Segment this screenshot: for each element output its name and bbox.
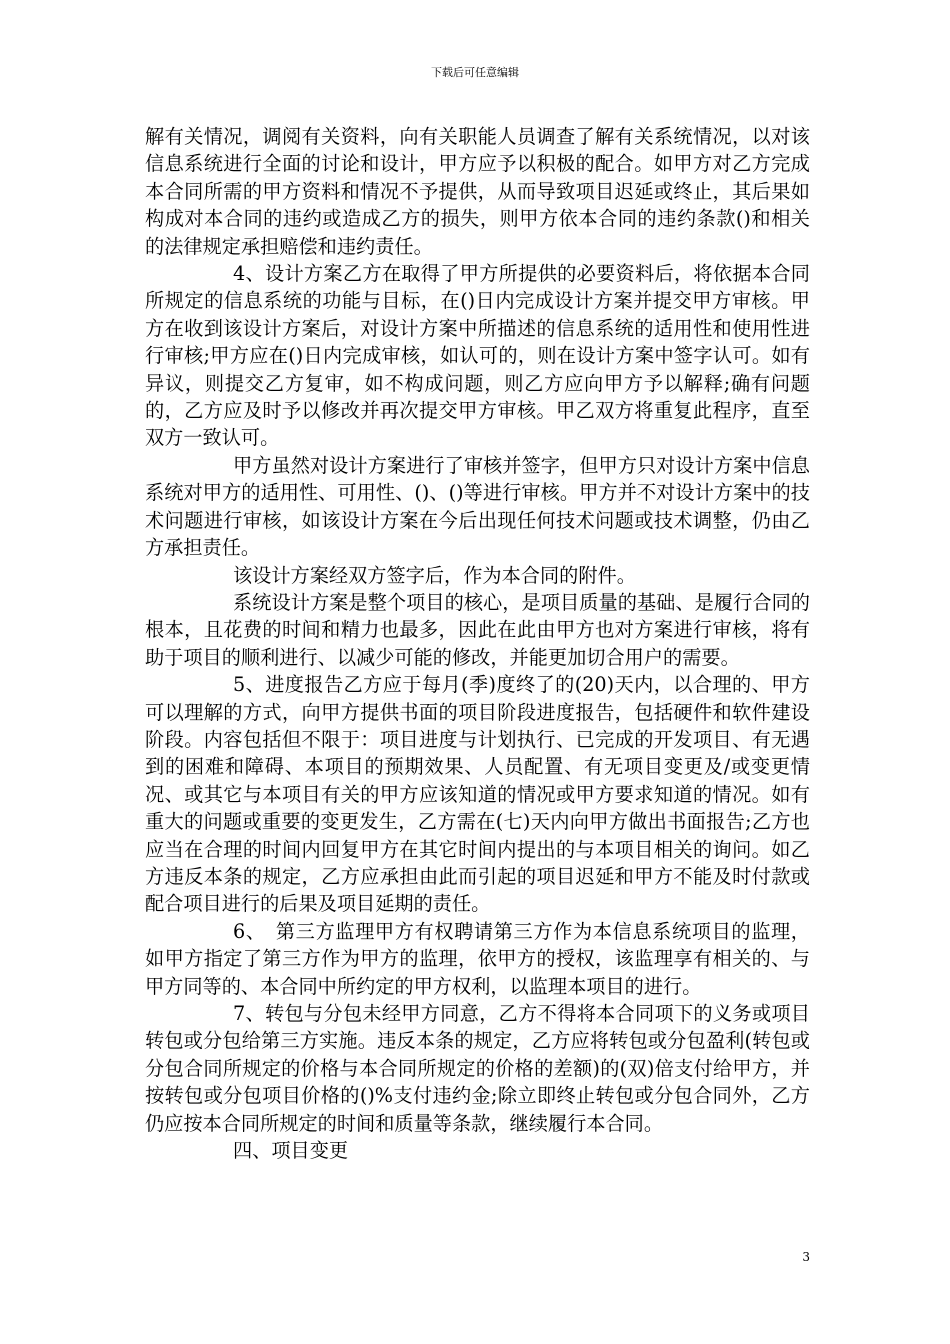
page-header: 下载后可任意编辑 [431,66,519,79]
paragraph-third-party-supervision: 6、 第三方监理甲方有权聘请第三方作为本信息系统项目的监理，如甲方指定了第三方作为甲方的监理，依甲方的授权，该监理享有相关的、与甲方同等的、本合同中所约定的甲方权利，以监理本项目的进行。 [145,919,810,998]
paragraph-design-core: 系统设计方案是整个项目的核心，是项目质量的基础、是履行合同的根本，且花费的时间和精力也最多，因此在此由甲方也对方案进行审核，将有助于项目的顺利进行、以减少可能的修改，并能更加切合用户的需要。 [145,590,810,669]
paragraph-review-scope: 甲方虽然对设计方案进行了审核并签字，但甲方只对设计方案中信息系统对甲方的适用性、可用性、()、()等进行审核。甲方并不对设计方案中的技术问题进行审核，如该设计方案在今后出现任何技术问题或技术调整，仍由乙方承担责任。 [145,453,810,560]
paragraph-design-plan: 4、设计方案乙方在取得了甲方所提供的必要资料后，将依据本合同所规定的信息系统的功能与目标，在()日内完成设计方案并提交甲方审核。甲方在收到该设计方案后，对设计方案中所描述的信息系统的适用性和使用性进行审核;甲方应在()日内完成审核，如认可的，则在设计方案中签字认可。如有异议，则提交乙方复审，如不构成问题，则乙方应向甲方予以解释;确有问题的，乙方应及时予以修改并再次提交甲方审核。甲乙双方将重复此程序，直至双方一致认可。 [145,262,810,450]
page-number: 3 [802,1250,810,1264]
paragraph-subcontracting: 7、转包与分包未经甲方同意，乙方不得将本合同项下的义务或项目转包或分包给第三方实施。违反本条的规定，乙方应将转包或分包盈利(转包或分包合同所规定的价格与本合同所规定的价格的差额)的(双)倍支付给甲方，并按转包或分包项目价格的()%支付违约金;除立即终止转包或分包合同外，乙方仍应按本合同所规定的时间和质量等条款，继续履行本合同。 [145,1002,810,1135]
document-body [145,123,810,1164]
paragraph-progress-report: 5、进度报告乙方应于每月(季)度终了的(20)天内，以合理的、甲方可以理解的方式，向甲方提供书面的项目阶段进度报告，包括硬件和软件建设阶段。内容包括但不限于：项目进度与计划执行、已完成的开发项目、有无遇到的困难和障碍、本项目的预期效果、人员配置、有无项目变更及/或变更情况、或其它与本项目有关的甲方应该知道的情况或甲方要求知道的情况。如有重大的问题或重要的变更发生，乙方需在(七)天内向甲方做出书面报告;乙方也应当在合理的时间内回复甲方在其它时间内提出的与本项目相关的询问。如乙方违反本条的规定，乙方应承担由此而引起的项目迟延和甲方不能及时付款或配合项目进行的后果及项目延期的责任。 [145,673,810,916]
paragraph-attachment: 该设计方案经双方签字后，作为本合同的附件。 [233,563,636,587]
section-heading-project-change: 四、项目变更 [233,1139,349,1163]
paragraph-continuation: 解有关情况，调阅有关资料，向有关职能人员调查了解有关系统情况，以对该信息系统进行全面的讨论和设计，甲方应予以积极的配合。如甲方对乙方完成本合同所需的甲方资料和情况不予提供，从而导致项目迟延或终止，其后果如构成对本合同的违约或造成乙方的损失，则甲方依本合同的违约条款()和相关的法律规定承担赔偿和违约责任。 [145,125,810,258]
